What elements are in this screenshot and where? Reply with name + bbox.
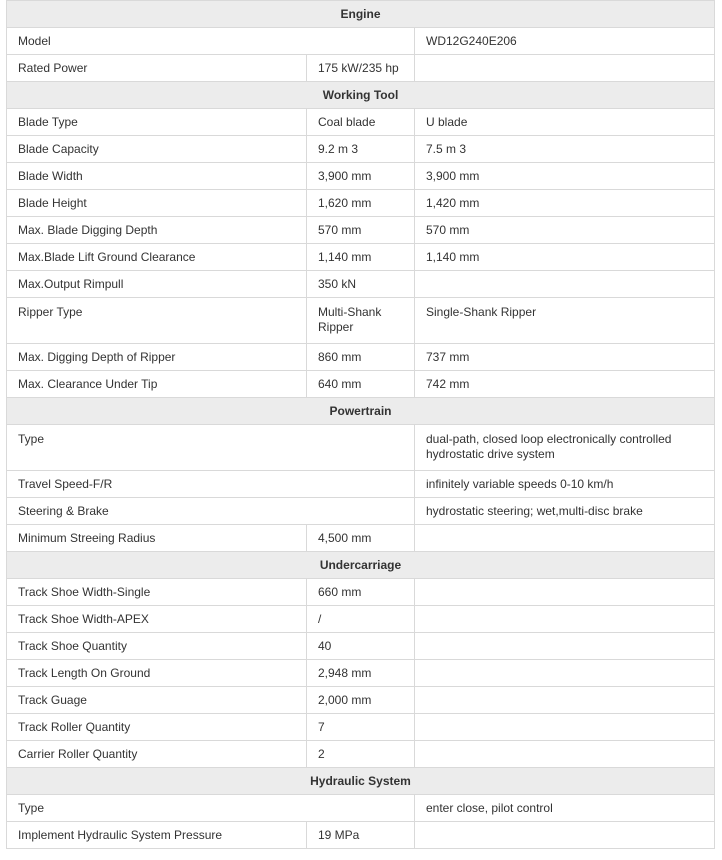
spec-label: Track Shoe Quantity xyxy=(7,633,307,660)
spec-row xyxy=(7,579,715,606)
spec-value-primary: Coal blade xyxy=(307,109,415,136)
spec-value-secondary: hydrostatic steering; wet,multi-disc brake xyxy=(415,498,715,525)
spec-row xyxy=(7,741,715,768)
spec-label: Track Length On Ground xyxy=(7,660,307,687)
spec-label: Blade Capacity xyxy=(7,136,307,163)
spec-row xyxy=(7,660,715,687)
spec-value-secondary: 737 mm xyxy=(415,344,715,371)
spec-value-primary: 660 mm xyxy=(307,579,415,606)
spec-table-body xyxy=(7,1,715,849)
spec-value-secondary xyxy=(415,741,715,768)
spec-table xyxy=(6,0,715,849)
spec-value-secondary xyxy=(415,579,715,606)
spec-label: Track Guage xyxy=(7,687,307,714)
spec-label: Ripper Type xyxy=(7,298,307,344)
spec-value-secondary xyxy=(415,687,715,714)
spec-value-primary: 2,948 mm xyxy=(307,660,415,687)
spec-value-secondary xyxy=(415,55,715,82)
spec-label: Type xyxy=(7,795,415,822)
spec-label: Track Shoe Width-Single xyxy=(7,579,307,606)
spec-value-primary: 2,000 mm xyxy=(307,687,415,714)
section-title: Working Tool xyxy=(7,82,715,109)
spec-value-secondary: 1,140 mm xyxy=(415,244,715,271)
spec-value-secondary xyxy=(415,714,715,741)
spec-value-primary: 7 xyxy=(307,714,415,741)
spec-row xyxy=(7,244,715,271)
spec-row xyxy=(7,498,715,525)
section-header xyxy=(7,552,715,579)
spec-value-primary: 40 xyxy=(307,633,415,660)
spec-row xyxy=(7,606,715,633)
spec-row xyxy=(7,136,715,163)
section-header xyxy=(7,768,715,795)
spec-value-secondary xyxy=(415,606,715,633)
spec-value-primary: 1,620 mm xyxy=(307,190,415,217)
spec-label: Blade Width xyxy=(7,163,307,190)
spec-row xyxy=(7,822,715,849)
spec-row xyxy=(7,714,715,741)
spec-value-secondary xyxy=(415,633,715,660)
spec-row xyxy=(7,344,715,371)
spec-value-primary: 3,900 mm xyxy=(307,163,415,190)
spec-value-secondary: enter close, pilot control xyxy=(415,795,715,822)
spec-value-primary: 350 kN xyxy=(307,271,415,298)
section-title: Engine xyxy=(7,1,715,28)
spec-row xyxy=(7,28,715,55)
spec-value-primary: 1,140 mm xyxy=(307,244,415,271)
spec-value-primary: 640 mm xyxy=(307,371,415,398)
spec-row xyxy=(7,471,715,498)
spec-row xyxy=(7,55,715,82)
spec-row xyxy=(7,687,715,714)
spec-row xyxy=(7,298,715,344)
spec-value-secondary: U blade xyxy=(415,109,715,136)
spec-label: Minimum Streeing Radius xyxy=(7,525,307,552)
spec-label: Rated Power xyxy=(7,55,307,82)
spec-value-secondary: infinitely variable speeds 0-10 km/h xyxy=(415,471,715,498)
spec-label: Max. Clearance Under Tip xyxy=(7,371,307,398)
spec-label: Implement Hydraulic System Pressure xyxy=(7,822,307,849)
spec-label: Type xyxy=(7,425,415,471)
spec-label: Max.Blade Lift Ground Clearance xyxy=(7,244,307,271)
spec-label: Track Roller Quantity xyxy=(7,714,307,741)
spec-value-secondary xyxy=(415,660,715,687)
section-title: Undercarriage xyxy=(7,552,715,579)
spec-label: Carrier Roller Quantity xyxy=(7,741,307,768)
spec-label: Max. Blade Digging Depth xyxy=(7,217,307,244)
spec-value-secondary: 1,420 mm xyxy=(415,190,715,217)
spec-value-primary: / xyxy=(307,606,415,633)
spec-row xyxy=(7,795,715,822)
spec-label: Travel Speed-F/R xyxy=(7,471,415,498)
spec-value-primary: 175 kW/235 hp xyxy=(307,55,415,82)
spec-value-primary: 4,500 mm xyxy=(307,525,415,552)
spec-value-secondary: WD12G240E206 xyxy=(415,28,715,55)
section-header xyxy=(7,1,715,28)
spec-value-secondary xyxy=(415,271,715,298)
section-header xyxy=(7,82,715,109)
spec-label: Track Shoe Width-APEX xyxy=(7,606,307,633)
spec-value-secondary xyxy=(415,822,715,849)
spec-label: Steering & Brake xyxy=(7,498,415,525)
spec-label: Blade Height xyxy=(7,190,307,217)
spec-value-secondary xyxy=(415,525,715,552)
spec-row xyxy=(7,109,715,136)
spec-value-primary: 19 MPa xyxy=(307,822,415,849)
spec-value-secondary: 570 mm xyxy=(415,217,715,244)
spec-value-secondary: 7.5 m 3 xyxy=(415,136,715,163)
spec-value-secondary: 742 mm xyxy=(415,371,715,398)
spec-row xyxy=(7,633,715,660)
spec-label: Blade Type xyxy=(7,109,307,136)
spec-value-primary: 860 mm xyxy=(307,344,415,371)
spec-row xyxy=(7,163,715,190)
spec-value-primary: 9.2 m 3 xyxy=(307,136,415,163)
spec-row xyxy=(7,190,715,217)
section-header xyxy=(7,398,715,425)
section-title: Powertrain xyxy=(7,398,715,425)
spec-row xyxy=(7,371,715,398)
spec-label: Max.Output Rimpull xyxy=(7,271,307,298)
section-title: Hydraulic System xyxy=(7,768,715,795)
spec-row xyxy=(7,425,715,471)
spec-value-primary: Multi-Shank Ripper xyxy=(307,298,415,344)
spec-value-primary: 2 xyxy=(307,741,415,768)
spec-row xyxy=(7,525,715,552)
spec-value-secondary: 3,900 mm xyxy=(415,163,715,190)
spec-row xyxy=(7,271,715,298)
spec-value-secondary: Single-Shank Ripper xyxy=(415,298,715,344)
spec-label: Model xyxy=(7,28,415,55)
spec-value-secondary: dual-path, closed loop electronically controlled hydrostatic drive system xyxy=(415,425,715,471)
spec-value-primary: 570 mm xyxy=(307,217,415,244)
spec-row xyxy=(7,217,715,244)
spec-label: Max. Digging Depth of Ripper xyxy=(7,344,307,371)
